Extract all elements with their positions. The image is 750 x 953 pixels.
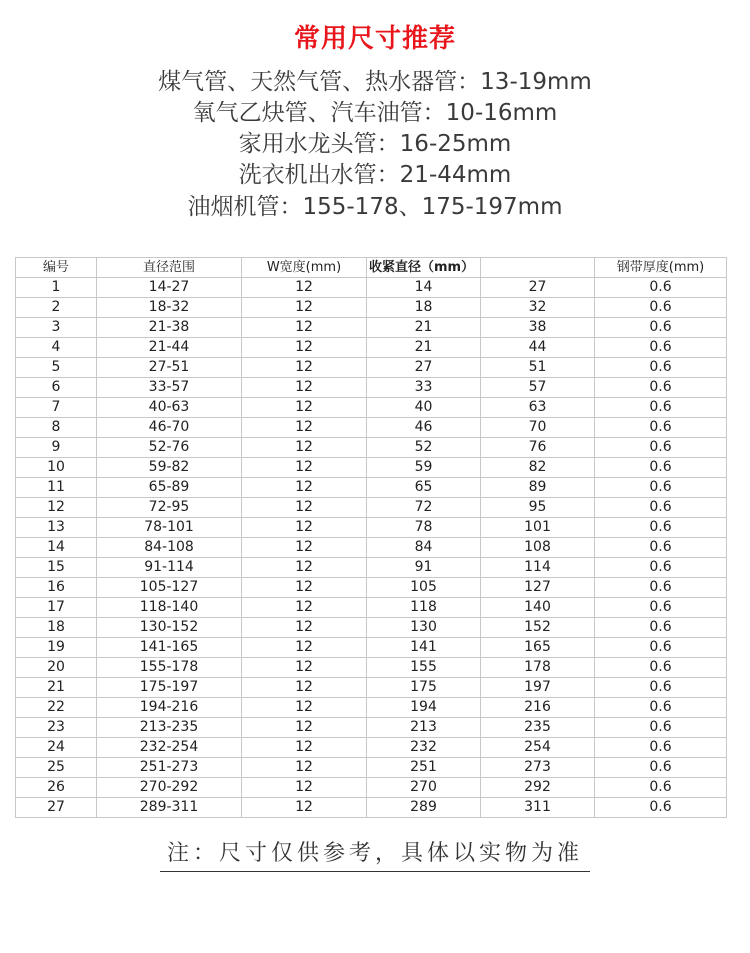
cell-clamp-min: 232 bbox=[367, 738, 481, 758]
cell-diameter-range: 251-273 bbox=[97, 758, 242, 778]
cell-clamp-max: 216 bbox=[481, 698, 595, 718]
cell-band-thickness: 0.6 bbox=[595, 298, 727, 318]
cell-band-thickness: 0.6 bbox=[595, 358, 727, 378]
table-row bbox=[16, 558, 727, 578]
table-row bbox=[16, 758, 727, 778]
table-row bbox=[16, 778, 727, 798]
cell-number: 3 bbox=[16, 318, 97, 338]
cell-band-thickness: 0.6 bbox=[595, 278, 727, 298]
cell-width: 12 bbox=[242, 718, 367, 738]
recommendation-line: 洗衣机出水管：21-44mm bbox=[238, 162, 512, 188]
recommendation-line: 家用水龙头管：16-25mm bbox=[238, 131, 512, 157]
cell-number: 1 bbox=[16, 278, 97, 298]
cell-clamp-min: 21 bbox=[367, 318, 481, 338]
table-row bbox=[16, 378, 727, 398]
cell-clamp-max: 108 bbox=[481, 538, 595, 558]
cell-diameter-range: 21-38 bbox=[97, 318, 242, 338]
table-row bbox=[16, 278, 727, 298]
cell-clamp-max: 114 bbox=[481, 558, 595, 578]
cell-clamp-min: 155 bbox=[367, 658, 481, 678]
cell-band-thickness: 0.6 bbox=[595, 378, 727, 398]
table-row bbox=[16, 738, 727, 758]
header-number: 编号 bbox=[16, 258, 97, 278]
recommendation-line: 油烟机管：155-178、175-197mm bbox=[187, 194, 563, 220]
cell-width: 12 bbox=[242, 338, 367, 358]
cell-width: 12 bbox=[242, 758, 367, 778]
table-row bbox=[16, 578, 727, 598]
cell-diameter-range: 155-178 bbox=[97, 658, 242, 678]
cell-clamp-min: 33 bbox=[367, 378, 481, 398]
cell-number: 15 bbox=[16, 558, 97, 578]
table-row bbox=[16, 798, 727, 818]
cell-width: 12 bbox=[242, 698, 367, 718]
cell-number: 9 bbox=[16, 438, 97, 458]
cell-number: 13 bbox=[16, 518, 97, 538]
cell-band-thickness: 0.6 bbox=[595, 598, 727, 618]
cell-clamp-min: 141 bbox=[367, 638, 481, 658]
cell-band-thickness: 0.6 bbox=[595, 398, 727, 418]
cell-clamp-min: 118 bbox=[367, 598, 481, 618]
cell-clamp-max: 101 bbox=[481, 518, 595, 538]
recommendation-line: 煤气管、天然气管、热水器管：13-19mm bbox=[158, 69, 592, 95]
spec-table bbox=[15, 257, 727, 818]
table-row bbox=[16, 458, 727, 478]
cell-diameter-range: 289-311 bbox=[97, 798, 242, 818]
cell-number: 2 bbox=[16, 298, 97, 318]
cell-number: 4 bbox=[16, 338, 97, 358]
cell-diameter-range: 105-127 bbox=[97, 578, 242, 598]
cell-clamp-max: 63 bbox=[481, 398, 595, 418]
cell-band-thickness: 0.6 bbox=[595, 738, 727, 758]
cell-clamp-min: 65 bbox=[367, 478, 481, 498]
table-row bbox=[16, 598, 727, 618]
cell-width: 12 bbox=[242, 438, 367, 458]
cell-width: 12 bbox=[242, 418, 367, 438]
cell-width: 12 bbox=[242, 618, 367, 638]
cell-clamp-max: 89 bbox=[481, 478, 595, 498]
cell-diameter-range: 21-44 bbox=[97, 338, 242, 358]
cell-clamp-max: 76 bbox=[481, 438, 595, 458]
cell-number: 16 bbox=[16, 578, 97, 598]
cell-clamp-max: 140 bbox=[481, 598, 595, 618]
cell-band-thickness: 0.6 bbox=[595, 758, 727, 778]
cell-clamp-max: 197 bbox=[481, 678, 595, 698]
cell-band-thickness: 0.6 bbox=[595, 718, 727, 738]
cell-clamp-min: 52 bbox=[367, 438, 481, 458]
table-row bbox=[16, 678, 727, 698]
cell-clamp-min: 213 bbox=[367, 718, 481, 738]
cell-clamp-max: 51 bbox=[481, 358, 595, 378]
cell-clamp-min: 251 bbox=[367, 758, 481, 778]
cell-diameter-range: 141-165 bbox=[97, 638, 242, 658]
cell-number: 7 bbox=[16, 398, 97, 418]
cell-clamp-max: 292 bbox=[481, 778, 595, 798]
header-band-thickness: 钢带厚度(mm) bbox=[595, 258, 727, 278]
cell-number: 6 bbox=[16, 378, 97, 398]
footnote: 注：尺寸仅供参考，具体以实物为准 bbox=[160, 838, 590, 872]
cell-number: 24 bbox=[16, 738, 97, 758]
cell-band-thickness: 0.6 bbox=[595, 698, 727, 718]
table-row bbox=[16, 518, 727, 538]
cell-width: 12 bbox=[242, 738, 367, 758]
cell-band-thickness: 0.6 bbox=[595, 518, 727, 538]
cell-clamp-max: 254 bbox=[481, 738, 595, 758]
cell-number: 22 bbox=[16, 698, 97, 718]
table-row bbox=[16, 638, 727, 658]
cell-width: 12 bbox=[242, 298, 367, 318]
cell-band-thickness: 0.6 bbox=[595, 318, 727, 338]
header-clamp-diameter-max bbox=[481, 258, 595, 278]
cell-clamp-min: 194 bbox=[367, 698, 481, 718]
cell-width: 12 bbox=[242, 558, 367, 578]
cell-diameter-range: 78-101 bbox=[97, 518, 242, 538]
header-diameter-range: 直径范围 bbox=[97, 258, 242, 278]
cell-clamp-max: 82 bbox=[481, 458, 595, 478]
cell-diameter-range: 65-89 bbox=[97, 478, 242, 498]
cell-diameter-range: 84-108 bbox=[97, 538, 242, 558]
cell-diameter-range: 130-152 bbox=[97, 618, 242, 638]
cell-width: 12 bbox=[242, 478, 367, 498]
cell-number: 12 bbox=[16, 498, 97, 518]
cell-diameter-range: 232-254 bbox=[97, 738, 242, 758]
cell-clamp-max: 27 bbox=[481, 278, 595, 298]
cell-diameter-range: 175-197 bbox=[97, 678, 242, 698]
cell-band-thickness: 0.6 bbox=[595, 638, 727, 658]
cell-clamp-max: 165 bbox=[481, 638, 595, 658]
recommendation-line: 氧气乙炔管、汽车油管：10-16mm bbox=[192, 100, 558, 126]
cell-clamp-min: 40 bbox=[367, 398, 481, 418]
cell-number: 17 bbox=[16, 598, 97, 618]
cell-number: 27 bbox=[16, 798, 97, 818]
cell-diameter-range: 46-70 bbox=[97, 418, 242, 438]
cell-clamp-min: 72 bbox=[367, 498, 481, 518]
cell-width: 12 bbox=[242, 278, 367, 298]
cell-clamp-max: 95 bbox=[481, 498, 595, 518]
cell-clamp-min: 289 bbox=[367, 798, 481, 818]
cell-width: 12 bbox=[242, 598, 367, 618]
cell-clamp-max: 44 bbox=[481, 338, 595, 358]
cell-band-thickness: 0.6 bbox=[595, 338, 727, 358]
table-row bbox=[16, 618, 727, 638]
cell-number: 21 bbox=[16, 678, 97, 698]
table-row bbox=[16, 698, 727, 718]
cell-diameter-range: 27-51 bbox=[97, 358, 242, 378]
table-row bbox=[16, 538, 727, 558]
cell-number: 5 bbox=[16, 358, 97, 378]
table-row bbox=[16, 358, 727, 378]
cell-width: 12 bbox=[242, 778, 367, 798]
cell-width: 12 bbox=[242, 498, 367, 518]
cell-number: 14 bbox=[16, 538, 97, 558]
header-width: W宽度(mm) bbox=[242, 258, 367, 278]
page-title: 常用尺寸推荐 bbox=[293, 24, 456, 54]
table-row bbox=[16, 418, 727, 438]
cell-width: 12 bbox=[242, 358, 367, 378]
cell-clamp-min: 84 bbox=[367, 538, 481, 558]
cell-number: 11 bbox=[16, 478, 97, 498]
cell-clamp-min: 130 bbox=[367, 618, 481, 638]
cell-band-thickness: 0.6 bbox=[595, 578, 727, 598]
table-row bbox=[16, 338, 727, 358]
table-body bbox=[16, 278, 727, 818]
cell-diameter-range: 33-57 bbox=[97, 378, 242, 398]
cell-clamp-max: 178 bbox=[481, 658, 595, 678]
cell-diameter-range: 59-82 bbox=[97, 458, 242, 478]
cell-number: 10 bbox=[16, 458, 97, 478]
cell-clamp-max: 127 bbox=[481, 578, 595, 598]
cell-band-thickness: 0.6 bbox=[595, 558, 727, 578]
cell-clamp-min: 27 bbox=[367, 358, 481, 378]
cell-clamp-max: 38 bbox=[481, 318, 595, 338]
cell-diameter-range: 270-292 bbox=[97, 778, 242, 798]
cell-clamp-max: 32 bbox=[481, 298, 595, 318]
cell-band-thickness: 0.6 bbox=[595, 458, 727, 478]
cell-width: 12 bbox=[242, 458, 367, 478]
cell-diameter-range: 40-63 bbox=[97, 398, 242, 418]
cell-diameter-range: 18-32 bbox=[97, 298, 242, 318]
table-row bbox=[16, 498, 727, 518]
cell-clamp-min: 14 bbox=[367, 278, 481, 298]
header-clamp-diameter: 收紧直径（mm） bbox=[367, 258, 481, 278]
cell-band-thickness: 0.6 bbox=[595, 538, 727, 558]
cell-number: 25 bbox=[16, 758, 97, 778]
cell-width: 12 bbox=[242, 678, 367, 698]
cell-number: 26 bbox=[16, 778, 97, 798]
cell-band-thickness: 0.6 bbox=[595, 438, 727, 458]
cell-width: 12 bbox=[242, 378, 367, 398]
cell-clamp-max: 152 bbox=[481, 618, 595, 638]
table-row bbox=[16, 318, 727, 338]
cell-number: 23 bbox=[16, 718, 97, 738]
cell-band-thickness: 0.6 bbox=[595, 778, 727, 798]
cell-width: 12 bbox=[242, 518, 367, 538]
table-row bbox=[16, 298, 727, 318]
cell-clamp-min: 46 bbox=[367, 418, 481, 438]
cell-diameter-range: 14-27 bbox=[97, 278, 242, 298]
cell-clamp-max: 311 bbox=[481, 798, 595, 818]
cell-band-thickness: 0.6 bbox=[595, 498, 727, 518]
table-row bbox=[16, 438, 727, 458]
cell-clamp-min: 270 bbox=[367, 778, 481, 798]
cell-width: 12 bbox=[242, 798, 367, 818]
cell-width: 12 bbox=[242, 638, 367, 658]
cell-diameter-range: 72-95 bbox=[97, 498, 242, 518]
cell-diameter-range: 52-76 bbox=[97, 438, 242, 458]
cell-number: 20 bbox=[16, 658, 97, 678]
cell-diameter-range: 194-216 bbox=[97, 698, 242, 718]
cell-band-thickness: 0.6 bbox=[595, 478, 727, 498]
cell-width: 12 bbox=[242, 578, 367, 598]
cell-band-thickness: 0.6 bbox=[595, 658, 727, 678]
cell-clamp-max: 70 bbox=[481, 418, 595, 438]
cell-number: 19 bbox=[16, 638, 97, 658]
cell-clamp-max: 235 bbox=[481, 718, 595, 738]
table-row bbox=[16, 478, 727, 498]
cell-diameter-range: 213-235 bbox=[97, 718, 242, 738]
cell-width: 12 bbox=[242, 398, 367, 418]
cell-width: 12 bbox=[242, 318, 367, 338]
cell-clamp-max: 273 bbox=[481, 758, 595, 778]
cell-diameter-range: 91-114 bbox=[97, 558, 242, 578]
cell-number: 18 bbox=[16, 618, 97, 638]
cell-band-thickness: 0.6 bbox=[595, 798, 727, 818]
cell-diameter-range: 118-140 bbox=[97, 598, 242, 618]
cell-clamp-max: 57 bbox=[481, 378, 595, 398]
cell-clamp-min: 21 bbox=[367, 338, 481, 358]
cell-clamp-min: 18 bbox=[367, 298, 481, 318]
cell-band-thickness: 0.6 bbox=[595, 418, 727, 438]
cell-clamp-min: 175 bbox=[367, 678, 481, 698]
cell-width: 12 bbox=[242, 658, 367, 678]
table-row bbox=[16, 718, 727, 738]
table-row bbox=[16, 398, 727, 418]
cell-band-thickness: 0.6 bbox=[595, 618, 727, 638]
table-row bbox=[16, 658, 727, 678]
cell-width: 12 bbox=[242, 538, 367, 558]
cell-clamp-min: 78 bbox=[367, 518, 481, 538]
cell-band-thickness: 0.6 bbox=[595, 678, 727, 698]
cell-clamp-min: 105 bbox=[367, 578, 481, 598]
cell-clamp-min: 91 bbox=[367, 558, 481, 578]
cell-number: 8 bbox=[16, 418, 97, 438]
table-header-row bbox=[16, 258, 727, 278]
cell-clamp-min: 59 bbox=[367, 458, 481, 478]
